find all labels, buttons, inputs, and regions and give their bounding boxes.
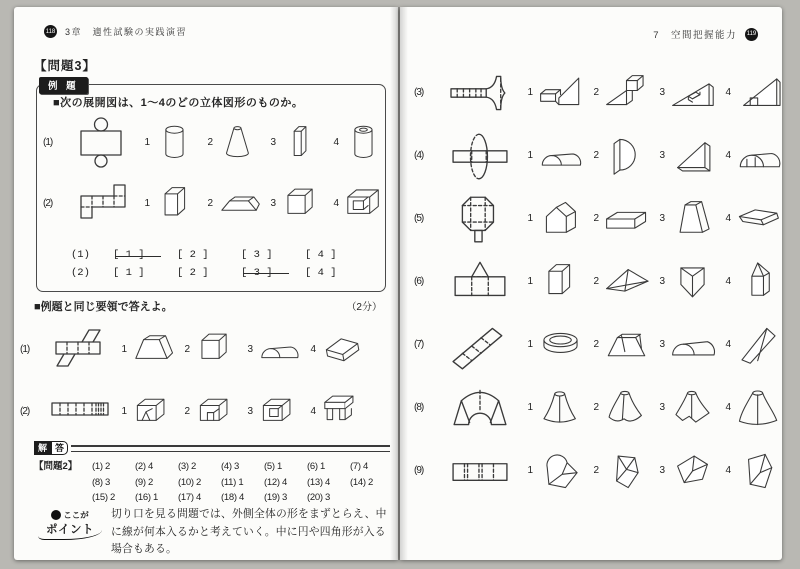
option-number: 1	[527, 150, 533, 161]
practice-heading	[34, 298, 382, 314]
figure-row	[414, 376, 778, 439]
example-instruction: ■次の展開図は、1～4のどの立体図形のものか。	[53, 97, 304, 109]
option-number: 2	[207, 198, 213, 209]
cone-frustum-icon	[214, 117, 264, 169]
option-number: 1	[121, 405, 127, 417]
solution-answer: (7) 4	[350, 461, 369, 472]
figure-label: (1)	[43, 137, 53, 148]
net-fan-arch-icon	[439, 379, 521, 437]
right-page	[400, 7, 782, 560]
example-answers	[71, 247, 375, 282]
example-tab: 例 題	[39, 77, 88, 94]
option-number: 2	[593, 465, 599, 476]
v-prism-icon	[666, 255, 719, 309]
gem-prism-1-icon	[534, 444, 587, 498]
ramp-with-block-icon	[666, 66, 719, 120]
arch-ribbed-icon	[732, 129, 785, 183]
box-v-notch-icon	[128, 385, 178, 437]
option-number: 4	[310, 343, 316, 355]
figure-row	[414, 250, 778, 313]
option-number: 3	[270, 198, 276, 209]
solution-answer: (19) 3	[264, 492, 288, 503]
point-badge	[38, 506, 102, 540]
answer-choice: [ 1 ]	[113, 247, 177, 265]
option-number: 4	[725, 402, 731, 413]
option-number: 1	[144, 198, 150, 209]
solution-problem-label: 【問題2】	[34, 461, 78, 472]
solution-answer: (20) 3	[307, 492, 331, 503]
box-table-icon	[317, 385, 367, 437]
figure-label: (1)	[20, 343, 30, 355]
step-wedge-block-icon	[534, 66, 587, 120]
solution-answer: (9) 2	[135, 476, 154, 488]
wedge-with-cube-icon	[600, 66, 653, 120]
figure-row	[414, 187, 778, 250]
option-number: 3	[659, 213, 665, 224]
practice-figure-rows	[20, 318, 394, 442]
figure-row	[43, 112, 383, 173]
answer-choice: [ 2 ]	[177, 266, 209, 279]
tall-box-icon	[151, 178, 201, 230]
gem-prism-3-icon	[666, 444, 719, 498]
option-number: 1	[527, 402, 533, 413]
option-number: 2	[593, 150, 599, 161]
figure-label: (6)	[414, 276, 424, 287]
option-number: 4	[725, 339, 731, 350]
pencil-prism-icon	[732, 255, 785, 309]
net-cylinder-icon	[68, 115, 138, 171]
option-number: 4	[725, 276, 731, 287]
point-label-bottom: ポイント	[38, 521, 102, 540]
net-strip-squares-icon	[439, 442, 521, 500]
left-page	[14, 7, 398, 560]
option-number: 3	[659, 150, 665, 161]
leaning-prism-icon	[732, 318, 785, 372]
solution-answer: (5) 1	[264, 461, 283, 472]
problem-title: 【問題3】	[34, 59, 96, 73]
cube-icon	[191, 323, 241, 375]
option-number: 4	[333, 198, 339, 209]
solution-answer: (17) 4	[178, 492, 202, 503]
net-strip-long-icon	[45, 383, 115, 439]
half-cylinder-large-icon	[666, 318, 719, 372]
figure-row	[43, 173, 383, 234]
solution-row	[34, 490, 394, 506]
net-octagon-tab-icon	[439, 190, 521, 248]
bell-angular-icon	[666, 381, 719, 435]
house-prism-icon	[534, 192, 587, 246]
flat-box-icon	[600, 192, 653, 246]
time-limit: （2分）	[346, 302, 382, 313]
page-number-badge: 118	[44, 25, 57, 38]
solution-row	[34, 459, 394, 475]
bell-wide-icon	[732, 381, 785, 435]
figure-row	[414, 439, 778, 502]
option-number: 4	[725, 465, 731, 476]
solution-tab-kai: 解	[34, 441, 51, 455]
option-number: 2	[593, 213, 599, 224]
example-figure-rows	[43, 112, 383, 234]
gem-prism-2-icon	[600, 444, 653, 498]
chapter-title: 3章 適性試験の実践演習	[65, 27, 188, 37]
tray-icon	[732, 192, 785, 246]
tube-icon	[340, 117, 390, 169]
solution-answer: (14) 2	[350, 476, 374, 488]
right-wedge-icon	[666, 129, 719, 183]
practice-instruction: ■例題と同じ要領で答えよ。	[34, 301, 173, 313]
figure-label: (3)	[414, 87, 424, 98]
solution-answer: (2) 4	[135, 461, 154, 472]
figure-label: (5)	[414, 213, 424, 224]
answer-choice: [ 2 ]	[177, 249, 209, 261]
option-number: 3	[659, 465, 665, 476]
section-title: 7 空間把握能力	[653, 30, 737, 41]
solution-answer: (16) 1	[135, 492, 159, 503]
answer-choice: [ 4 ]	[305, 249, 337, 261]
option-number: 1	[527, 213, 533, 224]
figure-label: (7)	[414, 339, 424, 350]
right-figure-rows	[414, 61, 778, 502]
hollow-box-icon	[340, 178, 390, 230]
gem-prism-4-icon	[732, 444, 785, 498]
answer-line-label: (1)	[71, 249, 90, 261]
net-diagonal-strip-icon	[439, 316, 521, 374]
figure-label: (9)	[414, 465, 424, 476]
option-number: 4	[725, 213, 731, 224]
half-cylinder-icon	[254, 323, 304, 375]
left-page-header	[44, 25, 187, 38]
option-number: 3	[247, 343, 253, 355]
bell-lobed-icon	[600, 381, 653, 435]
solution-answer: (4) 3	[221, 461, 240, 472]
frustum-icon	[128, 323, 178, 375]
solution-answer: (6) 1	[307, 461, 326, 472]
figure-row	[414, 124, 778, 187]
point-text: 切り口を見る問題では、外側全体の形をまずとらえ、中に線が何本入るかと考えていく。中に円や四角形が入る場合もある。	[111, 508, 387, 555]
figure-row	[414, 61, 778, 124]
option-number: 2	[207, 137, 213, 148]
hollow-frustum-icon	[600, 318, 653, 372]
flat-triangle-icon	[600, 255, 653, 309]
answer-line	[71, 247, 375, 265]
option-number: 2	[593, 402, 599, 413]
option-number: 4	[725, 87, 731, 98]
solution-answer: (8) 3	[92, 476, 111, 488]
figure-row	[414, 313, 778, 376]
box-square-hole-icon	[254, 385, 304, 437]
option-number: 3	[659, 276, 665, 287]
figure-row	[20, 318, 394, 380]
option-number: 2	[593, 276, 599, 287]
option-number: 1	[144, 137, 150, 148]
solution-answer: (13) 4	[307, 476, 331, 488]
right-page-header	[653, 27, 758, 41]
option-number: 2	[184, 405, 190, 417]
page-number-badge: 119	[745, 28, 758, 41]
figure-label: (2)	[20, 405, 30, 417]
figure-label: (4)	[414, 150, 424, 161]
solution-problem-label	[34, 490, 92, 506]
solution-answer: (10) 2	[178, 476, 202, 488]
answer-choice: [ 3 ]	[241, 265, 305, 283]
tall-box-icon	[534, 255, 587, 309]
answer-line-label: (2)	[71, 266, 90, 279]
example-box	[36, 81, 386, 292]
bell-straight-icon	[534, 381, 587, 435]
net-funnel-strip-icon	[439, 64, 521, 122]
net-skewed-strip-icon	[45, 321, 115, 377]
option-number: 1	[121, 343, 127, 355]
option-number: 3	[270, 137, 276, 148]
cube-icon	[277, 178, 327, 230]
solution-tab-tou: 答	[51, 441, 68, 455]
option-number: 3	[247, 405, 253, 417]
figure-label: (2)	[43, 198, 53, 209]
solution-row	[34, 475, 394, 491]
option-number: 4	[333, 137, 339, 148]
point-box	[38, 506, 388, 559]
figure-row	[20, 380, 394, 442]
option-number: 2	[593, 339, 599, 350]
option-number: 4	[725, 150, 731, 161]
option-number: 2	[184, 343, 190, 355]
point-label-top: ここが	[63, 510, 89, 520]
option-number: 1	[527, 339, 533, 350]
option-number: 3	[659, 402, 665, 413]
tapered-block-icon	[666, 192, 719, 246]
option-number: 2	[593, 87, 599, 98]
option-number: 1	[527, 276, 533, 287]
option-number: 4	[310, 405, 316, 417]
option-number: 1	[527, 465, 533, 476]
net-strip-lens-icon	[439, 127, 521, 185]
thin-box-icon	[277, 117, 327, 169]
net-cube-cross-icon	[68, 176, 138, 232]
bullet-dot-icon	[51, 510, 61, 520]
solution-answer: (12) 4	[264, 476, 288, 488]
solution-rule-line	[71, 445, 390, 452]
net-rect-triangle-icon	[439, 253, 521, 311]
answer-choice: [ 3 ]	[241, 249, 273, 261]
solution-problem-label	[34, 475, 92, 491]
answer-choice: [ 1 ]	[113, 266, 145, 279]
option-number: 1	[527, 87, 533, 98]
box-u-notch-icon	[191, 385, 241, 437]
solution-answer-rows	[34, 459, 394, 506]
figure-label: (8)	[414, 402, 424, 413]
answer-line	[71, 265, 375, 283]
ring-icon	[534, 318, 587, 372]
option-number: 3	[659, 339, 665, 350]
solution-heading	[34, 441, 390, 455]
half-cylinder-icon	[534, 129, 587, 183]
solution-answer: (18) 4	[221, 492, 245, 503]
solution-answer: (3) 2	[178, 461, 197, 472]
solution-answer: (11) 1	[221, 476, 244, 488]
cylinder-icon	[151, 117, 201, 169]
flat-frustum-icon	[214, 178, 264, 230]
answer-choice: [ 4 ]	[305, 266, 337, 279]
solution-answer: (15) 2	[92, 492, 116, 503]
notched-wedge-icon	[732, 66, 785, 120]
skewed-box-icon	[317, 323, 367, 375]
half-disc-standing-icon	[600, 129, 653, 183]
solution-answer: (1) 2	[92, 461, 111, 472]
option-number: 3	[659, 87, 665, 98]
